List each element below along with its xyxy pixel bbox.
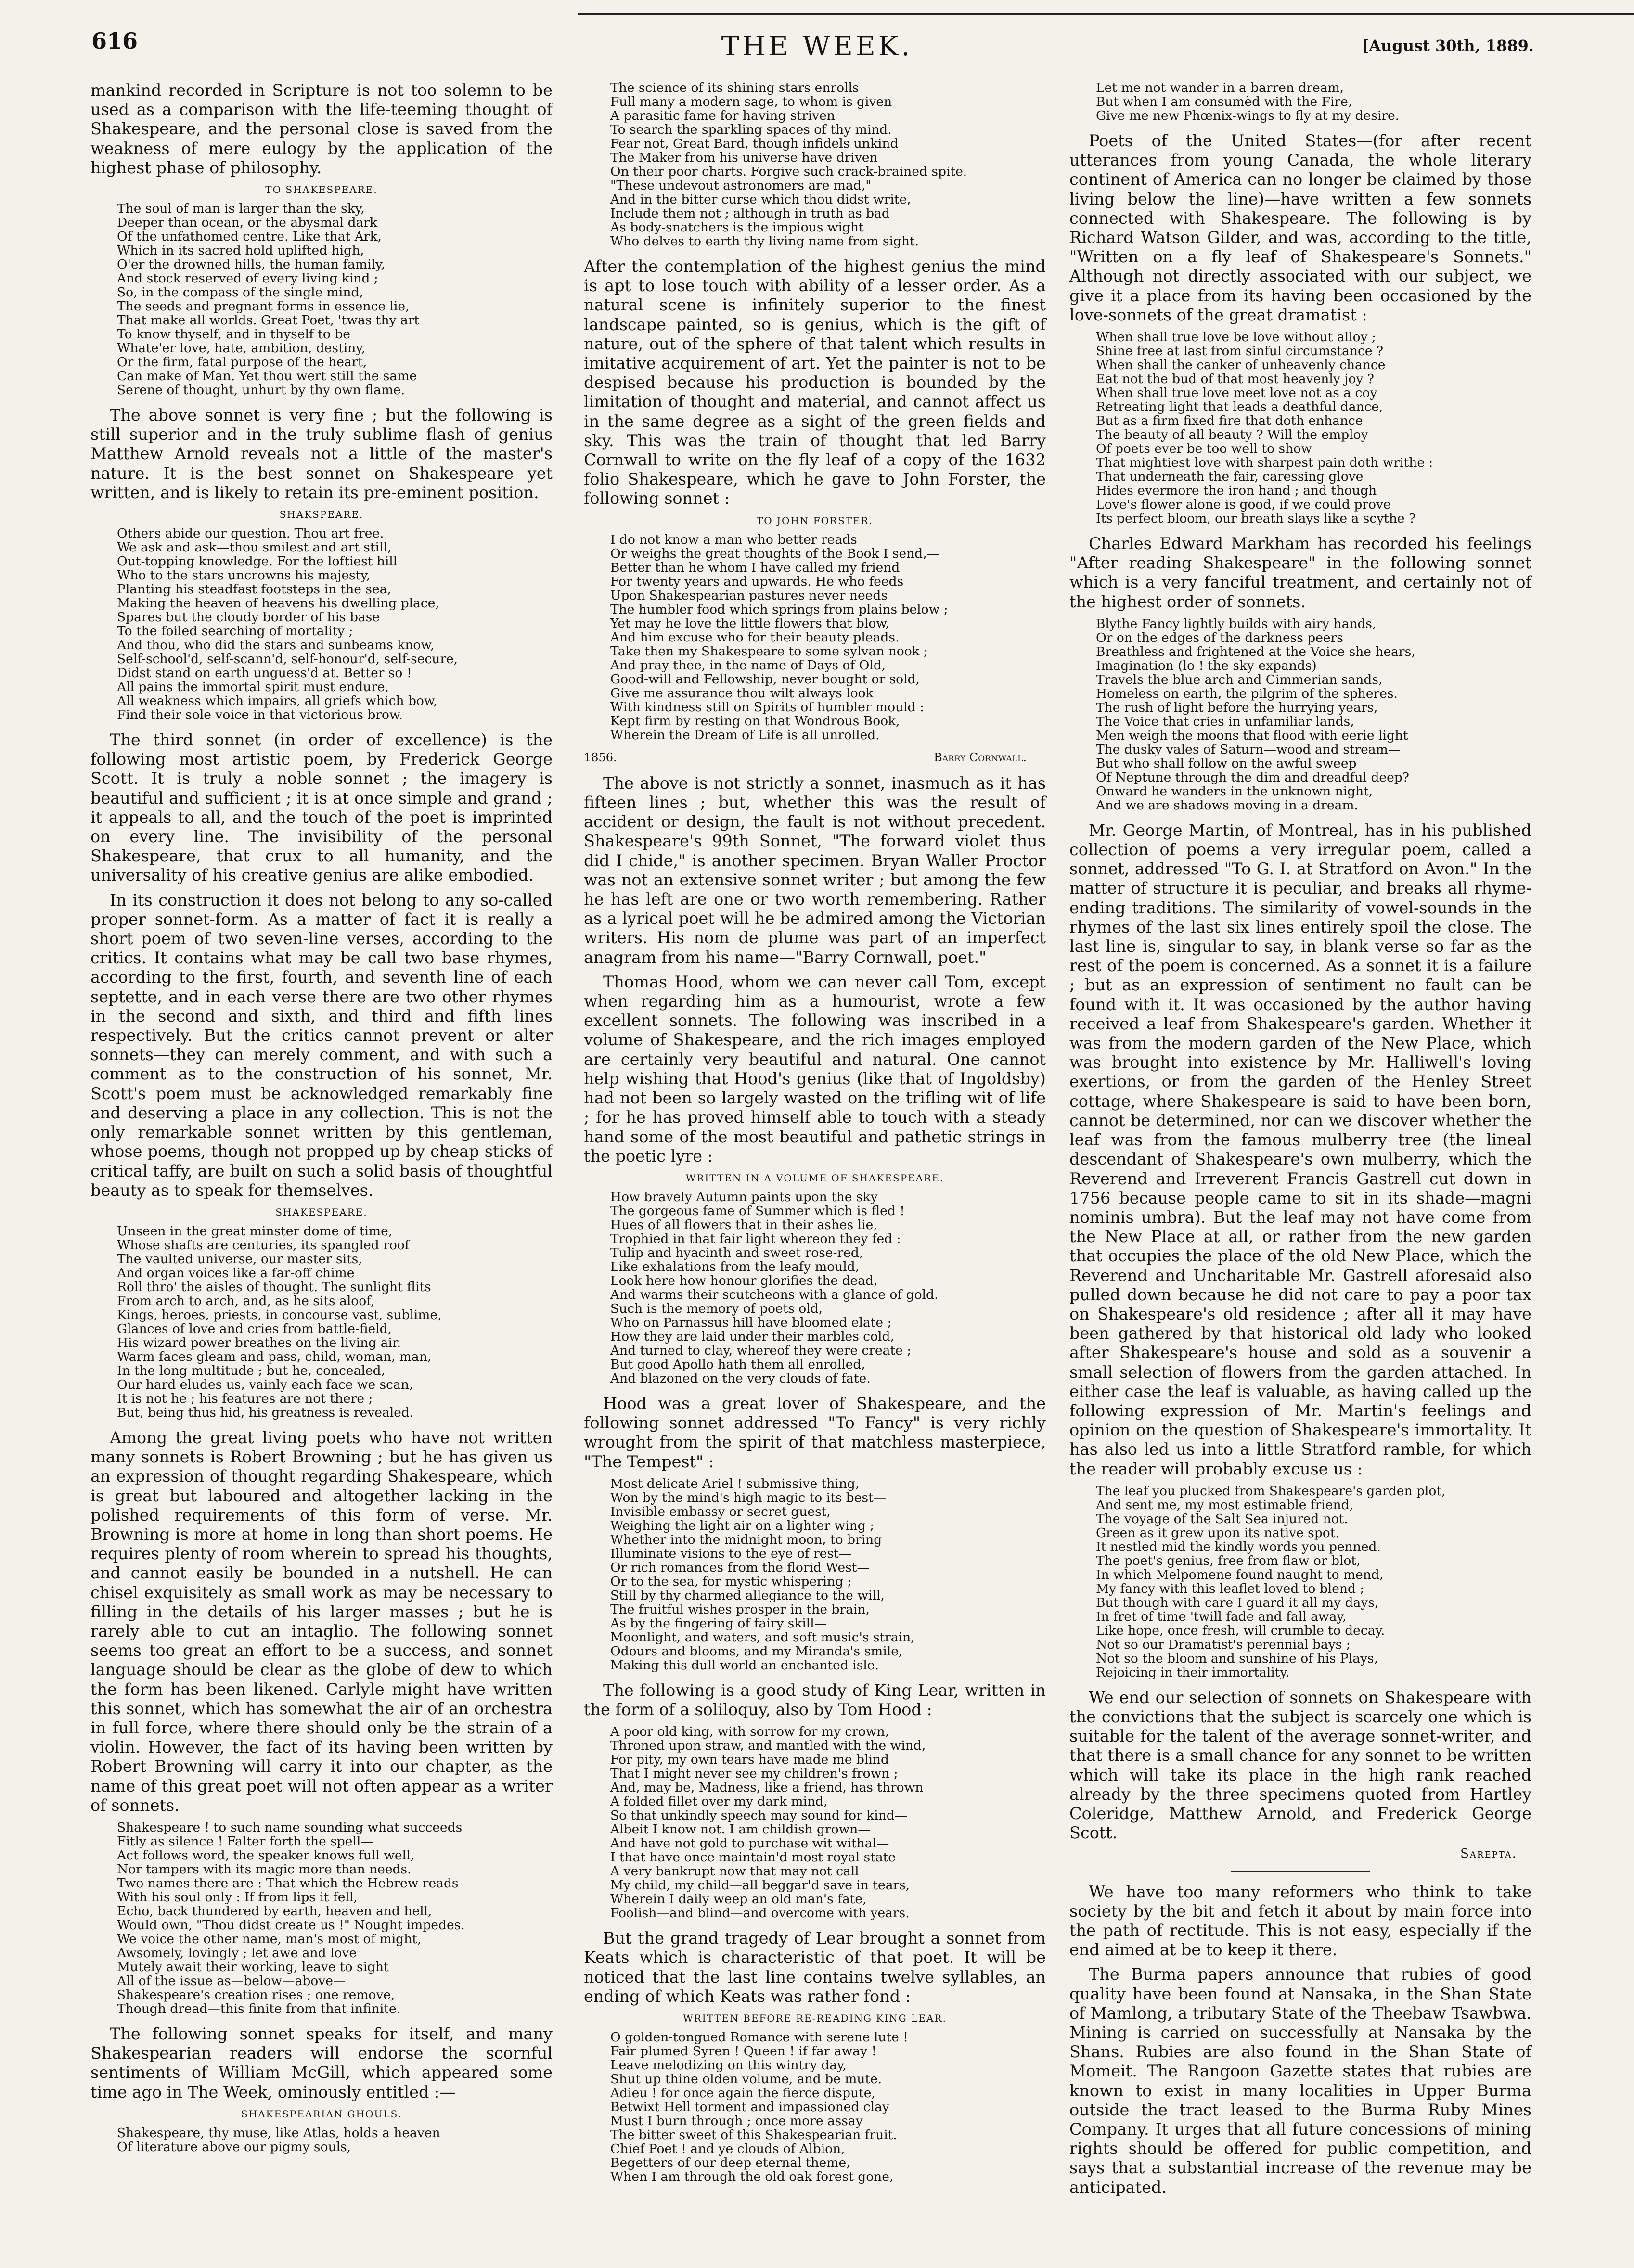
poem-line: To search the sparkling spaces of thy mind.: [610, 122, 892, 137]
section-divider: [1231, 1871, 1370, 1872]
poem-line: Must I burn through ; once more assay: [610, 2113, 863, 2128]
poem-title: WRITTEN IN A VOLUME OF SHAKESPEARE.: [685, 1172, 944, 1184]
poem-line: The soul of man is larger than the sky,: [117, 201, 365, 217]
poem-line: Of literature above our pigmy souls,: [117, 2139, 351, 2154]
poem-line: Hues of all flowers that in their ashes lie,: [610, 1217, 877, 1232]
poem-line: Better than he whom I have called my friend: [610, 560, 900, 575]
poem-markham: [1096, 617, 1531, 812]
poem-line: The poet's genius, free from flaw or blot,: [1096, 1553, 1361, 1568]
paragraph: The following sonnet speaks for itself, and many Shakespearian readers will endorse the scornful sentiments of William McGill, which appeared some time ago in The Week, ominously entitled :—: [90, 2024, 553, 2101]
poem-line: Upon Shakespearian pastures never needs: [610, 588, 888, 603]
poem-line: When I am through the old oak forest gone,: [610, 2169, 894, 2184]
poem-line: Like exhalations from the leafy mould,: [610, 1259, 860, 1274]
poem-line: The seeds and pregnant forms in essence lie,: [117, 299, 410, 314]
poem-line: Include them not ; although in truth as bad: [610, 206, 890, 221]
poem-line: And in the bitter curse which thou didst write,: [610, 192, 911, 207]
poem-line: Fear not, Great Bard, though infidels unkind: [610, 136, 899, 151]
poem-author: Barry Cornwall.: [934, 750, 1027, 764]
poem-king-lear: [610, 1725, 1046, 1920]
poem-to-shakespeare: [117, 183, 553, 397]
poem-line: O golden-tongued Romance with serene lute !: [610, 2029, 908, 2045]
poem-line: Who on Parnassus hill have bloomed elate ;: [610, 1315, 892, 1330]
poem-line: Shut up thine olden volume, and be mute.: [610, 2071, 882, 2087]
poem-line: Shakespeare's creation rises ; one remove,: [117, 1987, 395, 2002]
poem-line: And turned to clay, whereof they were create ;: [610, 1343, 912, 1358]
poem-shakspeare-arnold: [117, 508, 553, 722]
paragraph: The above sonnet is very fine ; but the following is still superior and in the truly sublime flash of genius Matthew Arnold reveals not a little of the master's nature. It is the best sonnet on Shakespeare yet written, and is likely to retain its pre-eminent position.: [90, 406, 553, 502]
poem-line: But good Apollo hath them all enrolled,: [610, 1357, 865, 1372]
poem-line: The bitter sweet of this Shakespearian fruit.: [610, 2127, 897, 2142]
poem-line: Full many a modern sage, to whom is given: [610, 94, 892, 109]
column-2: [584, 81, 1046, 2192]
poem-line: Onward he wanders in the unknown night,: [1096, 783, 1373, 799]
poem-line: That underneath the fair, caressing glove: [1096, 469, 1364, 485]
poem-line: To know thyself, and in thyself to be: [117, 327, 350, 342]
poem-line: Fair plumed Syren ! Queen ! if far away !: [610, 2043, 877, 2059]
poem-line: My fancy with this leaflet loved to blend ;: [1096, 1581, 1364, 1596]
poem-line: Deeper than ocean, or the abysmal dark: [117, 215, 378, 231]
poem-line: And stock reserved of every living kind ;: [117, 271, 378, 286]
poem-shakespeare-scott: [117, 1205, 553, 1420]
poem-line: The Voice that cries in unfamiliar lands,: [1096, 714, 1354, 729]
paragraph: Charles Edward Markham has recorded his feelings "After reading Shakespeare" in the following sonnet which is a very fanciful treatment, and certainly not of the highest order of sonnets.: [1069, 534, 1531, 611]
poem-gilder: [1096, 330, 1531, 525]
poem-browning: [117, 1820, 553, 2016]
poem-line: Weighing the light air on a lighter wing ;: [610, 1518, 875, 1533]
poem-line: With his soul only : If from lips it fell,: [117, 1889, 358, 1905]
poem-line: But as a firm fixed fire that doth enhance: [1096, 413, 1363, 429]
poem-line: It is not he ; his features are not there ;: [117, 1391, 373, 1406]
poem-line: In the long multitude ; but he, concealed,: [117, 1363, 386, 1378]
paragraph: We have too many reformers who think to take society by the bit and fetch it about by main force into the path of rectitude. This is not easy, especially if the end aimed at be to keep it there.: [1069, 1882, 1531, 1960]
poem-to-fancy: [610, 1477, 1046, 1672]
poem-line: That mightiest love with sharpest pain doth writhe :: [1096, 455, 1433, 471]
poem-line: And warms their scutcheons with a glance of gold.: [610, 1287, 939, 1302]
poem-line: Shakespeare, thy muse, like Atlas, holds a heaven: [117, 2125, 440, 2140]
page-number: 616: [91, 28, 138, 54]
paragraph: Mr. George Martin, of Montreal, has in his published collection of poems a very irregular poem, called a sonnet, addressed "To G. I. at Stratford on Avon." In the matter of structure it is peculiar, and breaks all rhyme-ending traditions. The similarity of vowel-sounds in the rhymes of the last six lines entirely spoil the close. The last line is, singular to say, in blank verse so far as the rest of the poem is concerned. As a sonnet it is a failure ; but as an expression of sentiment no fault can be found with it. It was occasioned by the author having received a leaf from Shakespeare's garden. Whether it was from the modern garden of the New Place, which was brought into existence by Mr. Halliwell's loving exertions, or from the garden of the Henley Street cottage, where Shakespeare is said to have been born, cannot be determined, nor can we discover whether the leaf was from the famous mulberry tree (the lineal descendant of Shakespeare's own mulberry, which the Reverend and Irreverent Francis Gastrell cut down in 1756 because people came to sit in its shade—magni nominis umbra). But the leaf may not have come from the New Place at all, or rather from the new garden that occupies the place of the old New Place, which the Reverend and Uncharitable Mr. Gastrell aforesaid also pulled down because he did not care to pay a poor tax on Shakespeare's old residence ; after all it may have been gathered by that historical old lady who looked after Shakespeare's house and sold as a souvenir a small selection of flowers from the garden attached. In either case the leaf is valuable, as having called up the following expression of Mr. Martin's feelings and opinion on the question of Shakespeare's immortality. It has also led us into a little Stratford ramble, for which the reader will probably excuse us :: [1069, 820, 1531, 1478]
poem-line: Fitly as silence ! Falter forth the spell—: [117, 1833, 373, 1849]
poem-line: A folded fillet over my dark mind,: [610, 1794, 828, 1809]
poem-line: The science of its shining stars enrolls: [610, 80, 859, 95]
poem-line: The gorgeous fame of Summer which is fled !: [610, 1203, 905, 1218]
poem-line: Though dread—this finite from that infinite.: [117, 2001, 401, 2016]
poem-line: Yet may he love the little flowers that blow,: [610, 615, 890, 631]
poem-line: Two names there are : That which the Hebrew reads: [117, 1875, 459, 1891]
poem-line: His wizard power breathes on the living air.: [117, 1335, 401, 1350]
poem-written-in-volume: [610, 1171, 1046, 1385]
poem-line: Spares but the cloudy border of his base: [117, 610, 380, 625]
poem-line: Albeit I know not. I am childish grown—: [610, 1822, 871, 1837]
column-3: [1069, 81, 1531, 2203]
poem-line: The Maker from his universe have driven: [610, 150, 878, 165]
poem-line: Throned upon straw, and mantled with the wind,: [610, 1738, 926, 1754]
poem-attribution: [584, 748, 1027, 767]
poem-line: To the foiled searching of mortality ;: [117, 624, 353, 639]
poem-line: Retreating light that leads a deathful dance,: [1096, 399, 1383, 415]
poem-line: How they are laid under their marbles cold,: [610, 1329, 894, 1344]
poem-line: Or to the sea, for mystic whispering ;: [610, 1574, 852, 1589]
poem-line: Act follows word, the speaker knows full well,: [117, 1847, 415, 1863]
poem-line: Of the unfathomed centre. Like that Ark,: [117, 229, 382, 244]
poem-line: Or weighs the great thoughts of the Book I send,—: [610, 546, 940, 561]
poem-line: Our hard eludes us, vainly each face we scan,: [117, 1377, 413, 1392]
poem-line: We ask and ask—thou smilest and art still,: [117, 540, 392, 555]
poem-line: Won by the mind's high magic to its best—: [610, 1490, 887, 1505]
paragraph: The above is not strictly a sonnet, inasmuch as it has fifteen lines ; but, whether this was the result of accident or design, the fault is not without precedent. Shakespeare's 99th Sonnet, "The forward violet thus did I chide," is another specimen. Bryan Waller Proctor was not an extensive sonnet writer ; but among the few he has left are one or two worth remembering. Rather as a lyrical poet will he be admired among the Victorian writers. His nom de plume was part of an imperfect anagram from his name—"Barry Cornwall, poet.": [584, 773, 1046, 967]
poem-line: Good-will and Fellowship, never bought or sold,: [610, 671, 920, 687]
poem-line: Give me new Phœnix-wings to fly at my desire.: [1096, 108, 1400, 123]
poem-line: I do not know a man who better reads: [610, 532, 857, 547]
poem-line: Adieu ! for once again the fierce dispute,: [610, 2085, 875, 2101]
poem-line: Or the firm, fatal purpose of the heart,: [117, 355, 367, 370]
poem-line: All pains the immortal spirit must endure,: [117, 679, 389, 695]
poem-line: Betwixt Hell torment and impassioned clay: [610, 2099, 889, 2114]
paragraph: After the contemplation of the highest genius the mind is apt to lose touch with ability of a lesser order. As a natural scene is infinitely superior to the finest landscape painted, so is genius, which is the gift of nature, out of the sphere of that talent which results in imitative acquirement of art. Yet the painter is not to be despised because his production is bounded by the limitation of thought and material, and cannot affect us in the same degree as a sight of the green fields and sky. This was the train of thought that led Barry Cornwall to write on the fly leaf of a copy of the 1632 folio Shakespeare, which he gave to John Forster, the following sonnet :: [584, 257, 1046, 508]
poem-line: Didst stand on earth unguess'd at. Better so !: [117, 666, 412, 681]
poem-line: From arch to arch, and, as he sits aloof,: [117, 1293, 375, 1308]
poem-martin: [1096, 1484, 1531, 1679]
poem-line: All weakness which impairs, all griefs which bow,: [117, 693, 437, 709]
poem-line: Serene of thought, unhurt by thy own flame.: [117, 383, 405, 398]
poem-line: Leave melodizing on this wintry day,: [610, 2057, 847, 2073]
poem-to-john-forster: [610, 514, 1046, 742]
poem-year: 1856.: [584, 750, 617, 764]
poem-line: Most delicate Ariel ! submissive thing,: [610, 1476, 860, 1491]
masthead-title: THE WEEK.: [721, 31, 913, 62]
poem-line: Unseen in the great minster dome of time,: [117, 1223, 393, 1239]
poem-keats-lear: [610, 2012, 1046, 2184]
poem-line: And we are shadows moving in a dream.: [1096, 797, 1358, 813]
poem-line: Whose shafts are centuries, its spangled roof: [117, 1237, 410, 1253]
poem-line: Self-school'd, self-scann'd, self-honour'd, self-secure,: [117, 652, 458, 667]
paragraph: Hood was a great lover of Shakespeare, and the following sonnet addressed "To Fancy" is very richly wrought from the spirit of that matchless masterpiece, "The Tempest" :: [584, 1394, 1046, 1471]
poem-line: Such is the memory of poets old,: [610, 1301, 823, 1316]
poem-line: All of the issue as—below—above—: [117, 1973, 346, 1988]
paragraph: The Burma papers announce that rubies of good quality have been found at Nansaka, in the Shan State of Mamlong, a tributary State of the Theebaw Tsawbwa. Mining is carried on successfully at Nansaka by the Shans. Rubies are also found in the Shan State of Momeit. The Rangoon Gazette states that rubies are known to exist in many localities in Upper Burma outside the tract leased to the Burma Ruby Mines Company. It urges that all future concessions of mining rights should be offered for public competition, and says that a substantial increase of the revenue may be anticipated.: [1069, 1965, 1531, 2197]
poem-line: With kindness still on Spirits of humbler mould :: [610, 699, 924, 715]
poem-title: SHAKESPEARE.: [275, 1206, 368, 1218]
poem-line: The leaf you plucked from Shakespeare's garden plot,: [1096, 1483, 1446, 1499]
paragraph: We end our selection of sonnets on Shakespeare with the convictions that the subject is scarcely one which is suitable for the talent of the average sonnet-writer, and that there is a small chance for any sonnet to be written which will take its place in the high rank reached already by the three specimens quoted from Hartley Coleridge, Matthew Arnold, and Frederick George Scott.: [1069, 1688, 1531, 1843]
poem-line: Let me not wander in a barren dream,: [1096, 80, 1344, 95]
poem-title: SHAKSPEARE.: [279, 509, 364, 521]
poem-line: When shall true love meet love not as a coy: [1096, 385, 1377, 401]
poem-line: Kept firm by resting on that Wondrous Book,: [610, 713, 900, 729]
poem-line: My child, my child—all beggar'd save in tears,: [610, 1878, 910, 1893]
poem-line: It nestled mid the kindly words you penned.: [1096, 1539, 1381, 1554]
poem-line: Mutely await their working, leave to sight: [117, 1959, 389, 1974]
poem-line: That I might never see my children's frown ;: [610, 1766, 898, 1781]
poem-line: The beauty of all beauty ? Will the employ: [1096, 427, 1368, 443]
poem-line: Love's flower alone is good, if we could prove: [1096, 497, 1391, 513]
poem-line: Or rich romances from the florid West—: [610, 1560, 870, 1575]
poem-line: A poor old king, with sorrow for my crown,: [610, 1724, 889, 1740]
poem-line: Others abide our question. Thou art free.: [117, 526, 384, 541]
poem-line: But, being thus hid, his greatness is revealed.: [117, 1405, 414, 1420]
poem-line: The fruitful wishes prosper in the brain,: [610, 1602, 870, 1617]
poem-line: Whether into the midnight moon, to bring: [610, 1532, 882, 1547]
poem-line: Wherein the Dream of Life is all unrolled.: [610, 727, 880, 743]
poem-line: The humbler food which springs from plains below ;: [610, 602, 948, 617]
poem-line: In which Melpomene found naught to mend,: [1096, 1567, 1384, 1582]
poem-line: The dusky vales of Saturn—wood and stream—: [1096, 742, 1401, 757]
poem-line: That make all worlds. Great Poet, 'twas thy art: [117, 313, 420, 328]
poem-line: And, may be, Madness, like a friend, has thrown: [610, 1780, 924, 1795]
paragraph: But the grand tragedy of Lear brought a sonnet from Keats which is characteristic of that poet. It will be noticed that the last line contains twelve syllables, an ending of which Keats was rather fond :: [584, 1929, 1046, 2006]
paragraph: Among the great living poets who have not written many sonnets is Robert Browning ; but he has given us an expression of thought regarding Shakespeare, which is great but laboured and altogether lacking in the polished requirements of this form of verse. Mr. Browning is more at home in long than short poems. He requires plenty of room wherein to spread his thoughts, and cannot easily be bounded in a nutshell. He can chisel exquisitely as small work as may be necessary to filling in the details of his larger masses ; but he is rarely able to cut an intaglio. The following sonnet seems too great an effort to be a success, and sonnet language should be clear as the globe of dew to which the form has been likened. Carlyle might have written this sonnet, which has somewhat the air of an orchestra in full force, where there should only be the strain of a violin. However, the fact of its having been written by Robert Browning will carry it into our chapter, as the name of this great poet will not often appear as a writer of sonnets.: [90, 1428, 553, 1815]
poem-line: How bravely Autumn paints upon the sky: [610, 1189, 878, 1204]
poem-line: Shine free at last from sinful circumstance ?: [1096, 344, 1384, 359]
poem-line: And pray thee, in the name of Days of Old,: [610, 657, 886, 673]
poem-line: As body-snatchers is the impious wight: [610, 220, 864, 235]
poem-line: Look here how honour glorifies the dead,: [610, 1273, 878, 1288]
poem-line: Green as it grew upon its native spot.: [1096, 1525, 1339, 1540]
header-rule: [578, 13, 1634, 15]
poem-line: Echo, back thundered by earth, heaven and hell,: [117, 1903, 432, 1919]
poem-line: Foolish—and blind—and overcome with years.: [610, 1906, 910, 1921]
poem-line: A parasitic fame for having striven: [610, 108, 835, 123]
poem-line: Men weigh the moons that flood with eerie light: [1096, 728, 1408, 743]
paragraph: The third sonnet (in order of excellence) is the following most artistic poem, by Frederick George Scott. It is truly a noble sonnet ; the imagery is beautiful and sufficient ; it is at once simple and grand ; it appeals to all, and the touch of the poet is imprinted on every line. The invisibility of the personal Shakespeare, that crux to all humanity, and the universality of his creative genius are alike embodied.: [90, 730, 553, 885]
poem-line: Begetters of our deep eternal theme,: [610, 2155, 850, 2170]
poem-line: Making the heaven of heavens his dwelling place,: [117, 596, 439, 611]
poem-line: Whate'er love, hate, ambition, destiny,: [117, 341, 366, 356]
poem-line: And have not gold to purchase wit withal—: [610, 1836, 889, 1851]
paragraph: Thomas Hood, whom we can never call Tom, except when regarding him as a humourist, wrote a few excellent sonnets. The following was inscribed in a volume of Shakespeare, and the rich images employed are certainly very beautiful and natural. One cannot help wishing that Hood's genius (like that of Ingoldsby) had not been so largely wasted on the trifling wit of life ; for he has proved himself able to touch with a steady hand some of the most beautiful and pathetic strings in the poetic lyre :: [584, 972, 1046, 1166]
page-header: [0, 28, 1634, 71]
poem-line: As by the fingering of fairy skill—: [610, 1615, 827, 1631]
poem-line: But when I am consumèd with the Fire,: [1096, 94, 1352, 109]
poem-line: And blazoned on the very clouds of fate.: [610, 1371, 871, 1386]
poem-line: Warm faces gleam and pass, child, woman, man,: [117, 1349, 432, 1364]
poem-line: Planting his steadfast footsteps in the sea,: [117, 582, 391, 597]
poem-shakespearian-ghouls-continued: [610, 81, 1046, 248]
poem-line: And thou, who did the stars and sunbeams know,: [117, 638, 435, 653]
poem-line: Glances of love and cries from battle-field,: [117, 1321, 392, 1336]
poem-line: Wherein I daily weep an old man's fate,: [610, 1892, 867, 1907]
poem-line: And organ voices like a far-off chime: [117, 1265, 355, 1281]
paragraph: mankind recorded in Scripture is not too solemn to be used as a comparison with the life-teeming thought of Shakespeare, and the personal close is saved from the weakness of mere eulogy by the application of the highest phase of philosophy.: [90, 81, 553, 177]
poem-line: Rejoicing in their immortality.: [1096, 1665, 1290, 1680]
poem-line: On their poor charts. Forgive such crack-brained spite.: [610, 164, 967, 179]
poem-line: A very bankrupt now that may not call: [610, 1864, 859, 1879]
poem-line: Who delves to earth thy living name from sight.: [610, 234, 919, 249]
poem-line: Take then my Shakespeare to some sylvan nook ;: [610, 643, 928, 659]
poem-line: Kings, heroes, priests, in concourse vast, sublime,: [117, 1307, 442, 1322]
poem-line: Odours and blooms, and my Miranda's smile,: [610, 1643, 903, 1659]
poem-line: Trophied in that fair light whereon they fed :: [610, 1231, 901, 1246]
poem-title: SHAKESPEARIAN GHOULS.: [241, 2108, 402, 2120]
poem-line: Moonlight, and waters, and soft music's strain,: [610, 1629, 915, 1645]
poem-line: Hides evermore the iron hand ; and though: [1096, 483, 1377, 499]
poem-line: Blythe Fancy lightly builds with airy hands,: [1096, 616, 1377, 631]
poem-title: TO JOHN FORSTER.: [756, 514, 874, 526]
poem-line: Not so our Dramatist's perennial bays ;: [1096, 1637, 1351, 1652]
poem-line: Homeless on earth, the pilgrim of the spheres.: [1096, 686, 1398, 701]
poem-line: Eat not the bud of that most heavenly joy ?: [1096, 372, 1374, 387]
poem-line: The voyage of the Salt Sea injured not.: [1096, 1511, 1348, 1526]
paragraph: Poets of the United States—(for after recent utterances from young Canada, the whole literary continent of America can no longer be claimed by those living below the line)—have written a few sonnets connected with Shakespeare. The following is by Richard Watson Gilder, and was, according to the title, "Written on a fly leaf of Shakespeare's Sonnets." Although not directly associated with our subject, we give it a place from its having been occasioned by the love-sonnets of the great dramatist :: [1069, 131, 1531, 324]
poem-line: O'er the drowned hills, the human family,: [117, 257, 385, 272]
column-1: [90, 81, 553, 2163]
poem-line: Would own, "Thou didst create us !" Nought impedes.: [117, 1917, 465, 1933]
poem-line: Find their sole voice in that victorious brow.: [117, 707, 403, 723]
poem-line: "These undevout astronomers are mad,": [610, 178, 872, 193]
poem-line: Its perfect bloom, our breath slays like a scythe ?: [1096, 511, 1416, 526]
poem-line: The rush of light before the hurrying years,: [1096, 700, 1378, 715]
poem-line: Give me assurance thou wilt always look: [610, 685, 874, 701]
poem-line: Who to the stars uncrowns his majesty,: [117, 568, 371, 583]
poem-shakespearian-ghouls: [117, 2107, 553, 2154]
poem-line: So, in the compass of the single mind,: [117, 285, 363, 300]
poem-line: So that unkindly speech may sound for kind—: [610, 1808, 908, 1823]
poem-line: Which in its sacred hold uplifted high,: [117, 243, 364, 258]
poem-line: Still by thy charmed allegiance to the will,: [610, 1588, 885, 1603]
poem-line: And sent me, my most estimable friend,: [1096, 1497, 1353, 1512]
poem-line: When shall true love be love without alloy ;: [1096, 330, 1376, 345]
poem-line: Out-topping knowledge. For the loftiest hill: [117, 554, 398, 569]
poem-line: In fret of time 'twill fade and fall away,: [1096, 1609, 1347, 1624]
poem-line: Shakespeare ! to such name sounding what succeeds: [117, 1820, 463, 1835]
poem-line: Of Neptune through the dim and dreadful deep?: [1096, 769, 1409, 785]
paragraph: In its construction it does not belong to any so-called proper sonnet-form. As a matter of fact it is really a short poem of two seven-line verses, according to the critics. It contains what may be call two base rhymes, according to the first, fourth, and seventh line of each septette, and in each verse there are two other rhymes in the second and sixth, and third and fifth lines respectively. But the critics cannot prevent or alter sonnets—they can merely comment, and with such a comment as to the construction of his sonnet, Mr. Scott's poem must be acknowledged remarkably fine and deserving a place in any collection. This is not the only remarkable sonnet written by this gentleman, whose poems, though not propped up by cheap sticks of critical taffy, are built on such a solid basis of thoughtful beauty as to speak for themselves.: [90, 890, 553, 1200]
poem-line: Illuminate visions to the eye of rest—: [610, 1546, 852, 1561]
poem-line: But though with care I guard it all my days,: [1096, 1595, 1379, 1610]
poem-line: Or on the edges of the darkness peers: [1096, 630, 1343, 645]
poem-title: TO SHAKESPEARE.: [265, 184, 378, 196]
article-signature: Sarepta.: [1460, 1846, 1517, 1861]
poem-keats-lear-continued: [1096, 81, 1531, 123]
poem-line: And him excuse who for their beauty pleads.: [610, 629, 900, 645]
poem-line: Invisible embassy or secret guest,: [610, 1504, 831, 1519]
poem-line: For pity, my own tears have made me blind: [610, 1752, 889, 1768]
paragraph: The following is a good study of King Lear, written in the form of a soliloquy, also by Tom Hood :: [584, 1680, 1046, 1719]
poem-line: For twenty years and upwards. He who feeds: [610, 574, 904, 589]
poem-line: Roll thro' the aisles of thought. The sunlight flits: [117, 1279, 431, 1294]
poem-line: Making this dull world an enchanted isle.: [610, 1657, 879, 1673]
poem-line: Chief Poet ! and ye clouds of Albion,: [610, 2141, 845, 2156]
poem-line: I that have once maintain'd most royal state—: [610, 1850, 909, 1865]
issue-date: [August 30th, 1889.: [1362, 37, 1534, 55]
poem-line: When shall the canker of unheavenly chance: [1096, 358, 1386, 373]
poem-line: Travels the blue arch and Cimmerian sands,: [1096, 672, 1383, 687]
poem-line: Of poets ever be too well to show: [1096, 441, 1312, 457]
poem-line: Not so the bloom and sunshine of his Plays,: [1096, 1651, 1378, 1666]
poem-line: Can make of Man. Yet thou wert still the same: [117, 369, 417, 384]
poem-line: Nor tampers with its magic more than needs.: [117, 1861, 412, 1877]
poem-line: But who shall follow on the awful sweep: [1096, 756, 1357, 771]
poem-line: Tulip and hyacinth and sweet rose-red,: [610, 1245, 863, 1260]
poem-line: Breathless and frightened at the Voice she hears,: [1096, 644, 1415, 659]
poem-line: We voice the other name, man's most of might,: [117, 1931, 422, 1947]
poem-line: The vaulted universe, our master sits,: [117, 1251, 362, 1267]
poem-line: Like hope, once fresh, will crumble to decay.: [1096, 1623, 1385, 1638]
poem-line: Awsomely, lovingly ; let awe and love: [117, 1945, 357, 1960]
poem-title: WRITTEN BEFORE RE-READING KING LEAR.: [683, 2012, 947, 2024]
poem-line: Imagination (lo ! the sky expands): [1096, 658, 1317, 673]
